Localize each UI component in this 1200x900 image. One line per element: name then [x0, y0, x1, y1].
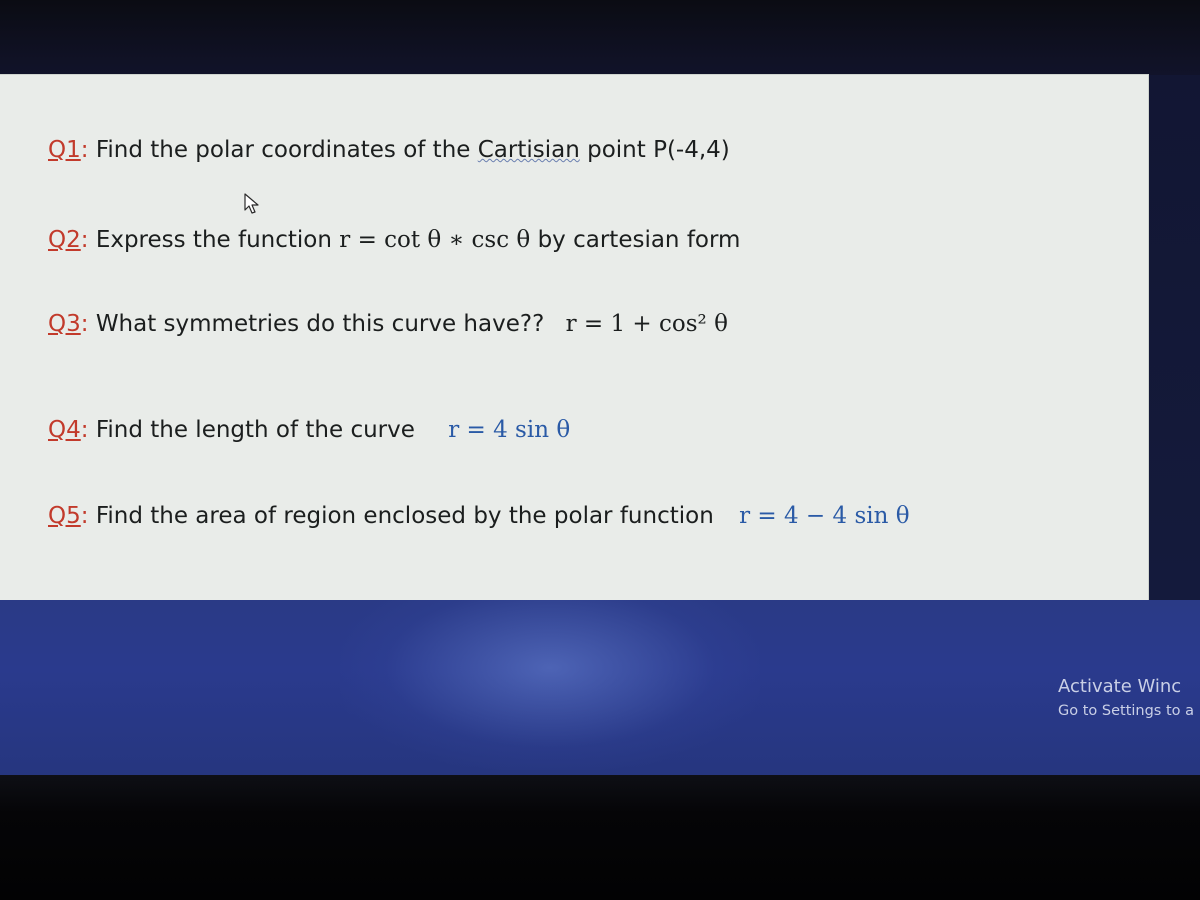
mouse-pointer-icon: [244, 193, 260, 215]
question-1: [48, 137, 730, 163]
question-4-formula: r = 4 sin θ: [448, 417, 571, 443]
question-1-text-after: point P(-4,4): [579, 137, 730, 163]
question-5-formula: r = 4 − 4 sin θ: [739, 503, 910, 529]
document-page[interactable]: [0, 75, 1148, 603]
question-2-text-before: Express the function: [95, 227, 340, 253]
desktop-glow: [340, 600, 760, 770]
question-4: [48, 417, 570, 443]
question-2-formula: r = cot θ ∗ csc θ: [339, 227, 531, 253]
question-5: [48, 503, 910, 529]
question-2: [48, 227, 740, 253]
question-3-formula: r = 1 + cos² θ: [565, 311, 728, 337]
question-1-number: Q1: [48, 137, 81, 163]
question-4-number: Q4: [48, 417, 81, 443]
question-5-separator: :: [80, 503, 89, 529]
activate-windows-subtitle: Go to Settings to a: [1058, 703, 1195, 719]
question-1-text-before: Find the polar coordinates of the: [95, 137, 478, 163]
question-3-number: Q3: [48, 311, 81, 337]
activate-windows-title: Activate Winc: [1058, 676, 1182, 697]
question-2-text-after: by cartesian form: [530, 227, 741, 253]
question-3-text: What symmetries do this curve have??: [95, 311, 545, 337]
monitor-bezel: [0, 775, 1200, 900]
question-1-separator: :: [80, 137, 89, 163]
question-4-separator: :: [80, 417, 89, 443]
top-dark-band: [0, 0, 1200, 75]
question-2-separator: :: [80, 227, 89, 253]
question-5-number: Q5: [48, 503, 81, 529]
question-3: [48, 311, 728, 337]
activate-windows-watermark: [1058, 676, 1194, 719]
question-4-text: Find the length of the curve: [95, 417, 415, 443]
question-2-number: Q2: [48, 227, 81, 253]
question-5-text: Find the area of region enclosed by the polar function: [95, 503, 714, 529]
question-3-separator: :: [80, 311, 89, 337]
question-1-misspelled-word[interactable]: Cartisian: [477, 137, 580, 163]
